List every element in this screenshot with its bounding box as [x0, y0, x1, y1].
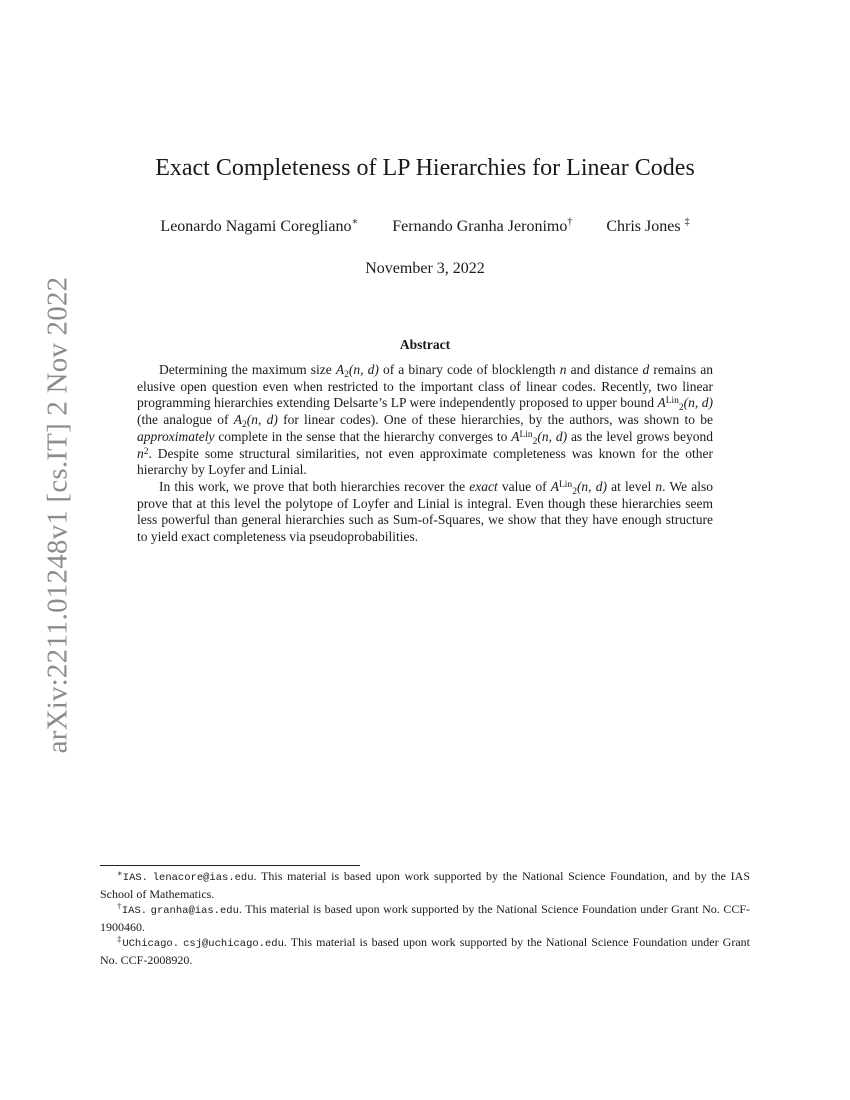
- footnote-affiliation: UChicago.: [122, 938, 180, 950]
- abstract-text: and distance: [566, 362, 643, 377]
- abstract-text: complete in the sense that the hierarchy converges to: [214, 428, 512, 444]
- author: [606, 216, 689, 238]
- math-symbol: A: [657, 395, 666, 411]
- math-args: (n, d): [348, 362, 379, 377]
- abstract-text: value of: [497, 478, 551, 494]
- math-symbol: A: [233, 412, 242, 428]
- footnotes: [100, 869, 750, 968]
- author-email-link[interactable]: granha@ias.edu: [150, 905, 239, 917]
- math-symbol: A: [550, 478, 559, 494]
- abstract-text: Determining the maximum size: [159, 362, 336, 377]
- author-email-link[interactable]: lenacore@ias.edu: [152, 872, 254, 884]
- author-mark: ‡: [684, 216, 690, 228]
- author: [392, 216, 572, 238]
- abstract-text: In this work, we prove that both hierarchies recover the: [159, 478, 470, 494]
- paper-title: Exact Completeness of LP Hierarchies for Linear Codes: [155, 155, 695, 181]
- footnote: [100, 869, 750, 902]
- footnote-text: . This material is based upon work supported by the National Science Foundation under Grant No. CCF-1900460.: [100, 902, 750, 934]
- abstract-text: for linear codes). One of these hierarchies, by the authors, was shown to be: [277, 412, 713, 428]
- math-superscript: Lin: [665, 396, 679, 407]
- abstract-heading: Abstract: [399, 337, 451, 352]
- abstract-paragraph: [137, 362, 713, 479]
- math-subscript: 2: [532, 436, 538, 447]
- abstract-body: [137, 362, 713, 546]
- author-name: Fernando Granha Jeronimo: [392, 218, 568, 235]
- abstract-text: as the level grows beyond: [567, 428, 713, 444]
- author-mark: †: [567, 216, 573, 228]
- footnote: [100, 902, 750, 935]
- author-mark: ∗: [351, 216, 359, 228]
- abstract-paragraph: [137, 479, 713, 546]
- math-args: (n, d): [576, 478, 607, 494]
- abstract-text: remains an elusive open question even when restricted to the important class of linear codes. Recently, two linear programming hierarchies extending Delsarte’s LP were independently proposed to upper bound: [137, 362, 713, 411]
- math-symbol: d: [642, 362, 650, 377]
- author-name: Chris Jones: [606, 218, 685, 235]
- footnote-affiliation: IAS.: [122, 872, 148, 884]
- math-subscript: 2: [344, 370, 349, 380]
- abstract-text: at level: [606, 478, 656, 494]
- emphasis-text: approximately: [137, 428, 215, 444]
- footnote-rule: [100, 865, 360, 866]
- author-list: [100, 216, 750, 238]
- footnote-text: . This material is based upon work supported by the National Science Foundation, and by the IAS School of Mathematics.: [100, 869, 750, 901]
- abstract-text: of a binary code of blocklength: [378, 362, 560, 377]
- author-email-link[interactable]: csj@uchicago.edu: [183, 938, 284, 950]
- math-symbol: n: [137, 445, 144, 461]
- math-args: (n, d): [537, 428, 568, 444]
- emphasis-text: exact: [469, 478, 498, 494]
- abstract-text: . We also prove that at this level the polytope of Loyfer and Linial is integral. Even though these hierarchies seem less powerful than general hierarchies such as Sum-of-Squares, we show that they have enough structure to yield exact completeness via pseudoprobabilities.: [137, 478, 713, 545]
- abstract-text: . Despite some structural similarities, not even approximate completeness was known for the other hierarchy by Loyfer and Linial.: [137, 445, 713, 478]
- arxiv-stamp: arXiv:2211.01248v1 [cs.IT] 2 Nov 2022: [41, 276, 74, 754]
- math-subscript: 2: [678, 403, 684, 414]
- author-name: Leonardo Nagami Coregliano: [160, 218, 352, 235]
- math-args: (n, d): [683, 395, 714, 411]
- paper-date: November 3, 2022: [365, 260, 485, 277]
- math-symbol: n: [655, 478, 663, 494]
- math-symbol: A: [335, 362, 345, 377]
- footnote-mark: ‡: [117, 934, 123, 944]
- footnote-mark: †: [117, 901, 122, 911]
- abstract-text: (the analogue of: [137, 412, 234, 428]
- footnote-affiliation: IAS.: [121, 905, 148, 917]
- footnote: [100, 935, 750, 968]
- math-subscript: 2: [572, 486, 577, 497]
- math-superscript: Lin: [519, 429, 533, 440]
- math-symbol: A: [511, 428, 520, 444]
- footnote-mark: ∗: [117, 868, 123, 878]
- footnote-text: . This material is based upon work supported by the National Science Foundation under Grant No. CCF-2008920.: [100, 935, 751, 967]
- math-superscript: Lin: [558, 479, 573, 490]
- author: [160, 216, 358, 238]
- math-args: (n, d): [246, 412, 278, 428]
- math-subscript: 2: [241, 420, 247, 431]
- math-symbol: n: [559, 362, 567, 377]
- math-superscript: 2: [143, 446, 149, 457]
